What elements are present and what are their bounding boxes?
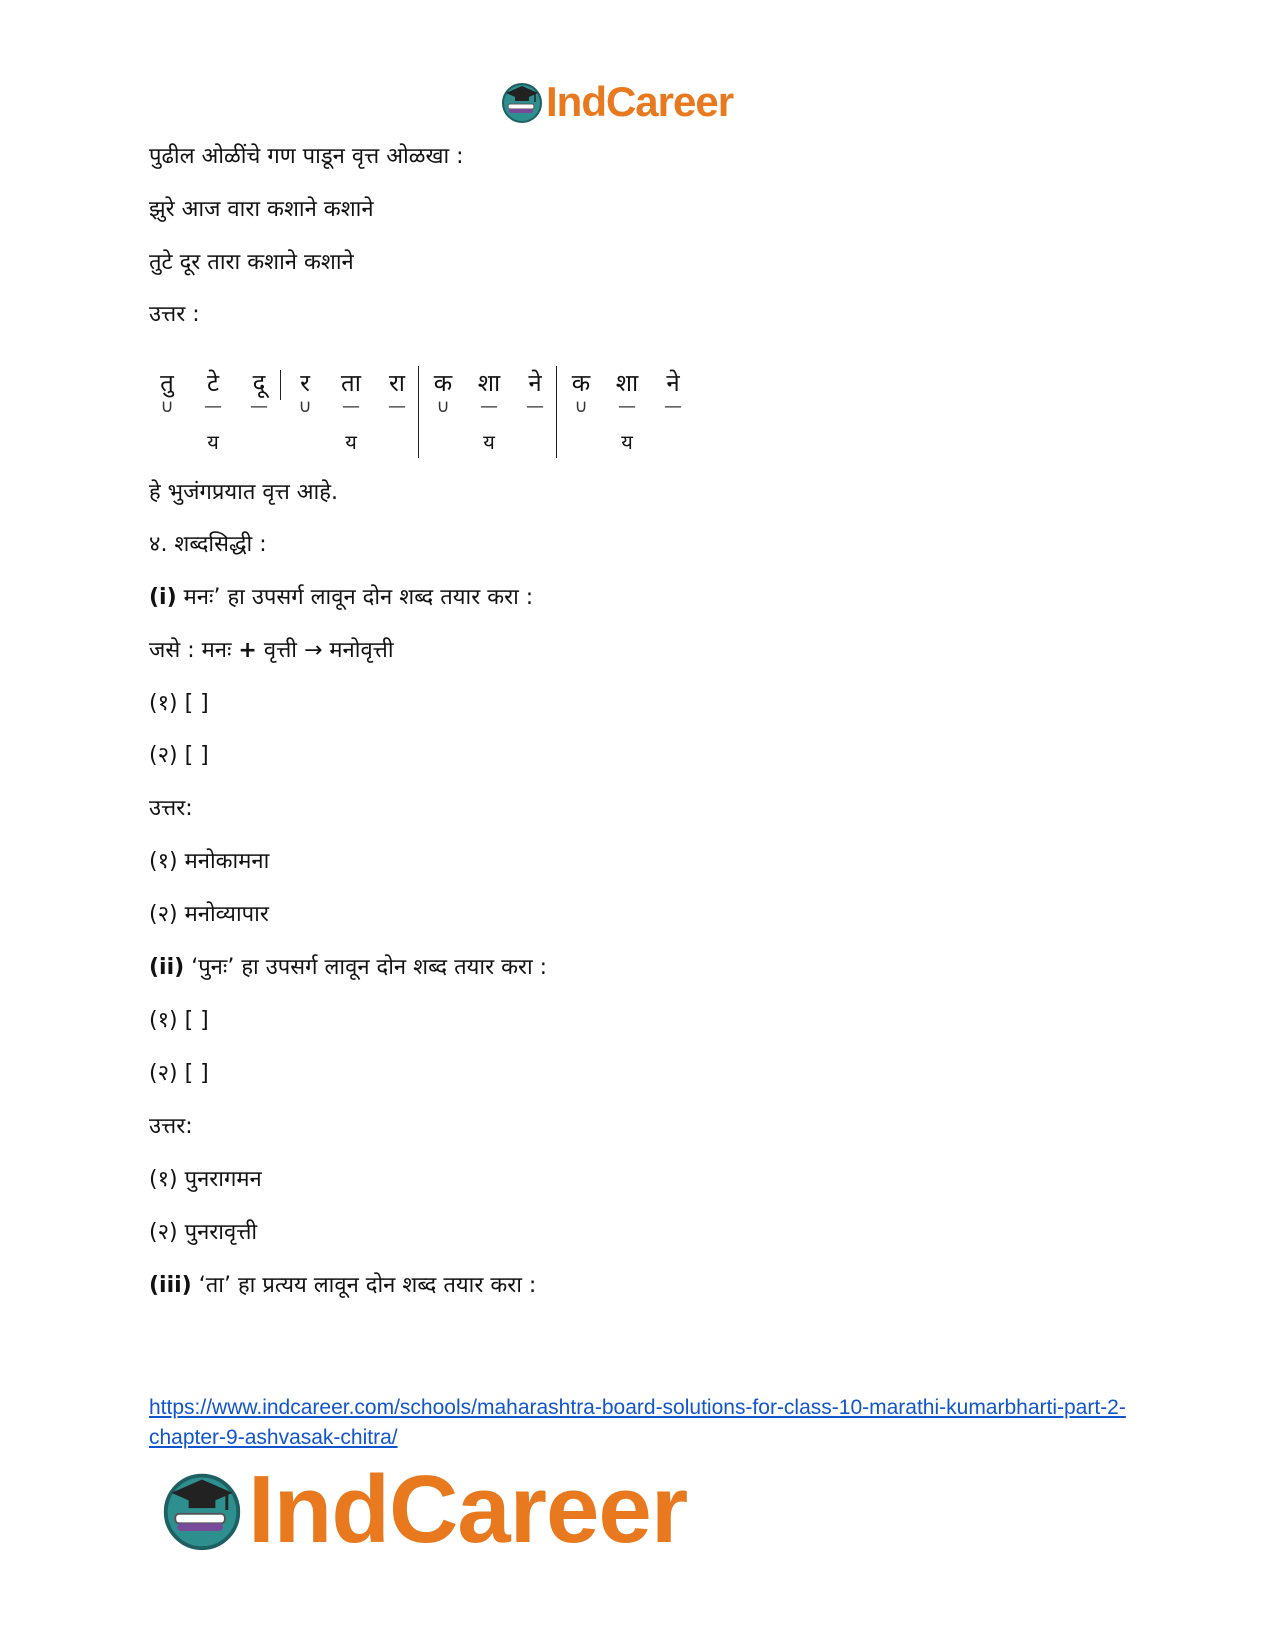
top-logo: [500, 78, 733, 126]
meter-mark: —: [664, 396, 682, 417]
syllable: ने: [528, 369, 542, 397]
graduation-cap-book-globe-icon: [500, 80, 544, 124]
syllable: क: [433, 369, 453, 397]
meter-mark: —: [342, 396, 360, 417]
question-text: ‘पुनः’ हा उपसर्ग लावून दोन शब्द तयार करा :: [184, 955, 548, 980]
foot-separator: [280, 370, 281, 400]
answer-item: (२) मनोव्यापार: [149, 902, 269, 927]
question-text: मनः’ हा उपसर्ग लावून दोन शब्द तयार करा :: [176, 585, 534, 610]
syllable: दू: [252, 369, 266, 397]
syllable: ने: [666, 369, 680, 397]
syllable: ता: [341, 369, 361, 397]
meter-mark: —: [618, 396, 636, 417]
brand-name: IndCareer: [248, 1456, 688, 1563]
meter-mark: —: [250, 396, 268, 417]
gana-label: य: [345, 430, 357, 454]
question-i: [149, 583, 533, 613]
question-number: (i): [149, 585, 177, 610]
syllable: टे: [206, 369, 220, 397]
syllable: शा: [615, 369, 639, 397]
meter-mark: —: [388, 396, 406, 417]
example-text: वृत्ती → मनोवृत्ती: [256, 638, 394, 663]
answer-item: (१) मनोकामना: [149, 849, 270, 874]
gana-label: य: [483, 430, 495, 454]
syllable: क: [571, 369, 591, 397]
meter-mark: ∪: [160, 396, 174, 417]
poem-line-2: तुटे दूर तारा कशाने कशाने: [149, 250, 354, 275]
question-text: ‘ता’ हा प्रत्यय लावून दोन शब्द तयार करा :: [191, 1273, 537, 1298]
gana-label: य: [207, 430, 219, 454]
blank-item: (१) [ ]: [149, 1008, 209, 1033]
source-link[interactable]: https://www.indcareer.com/schools/maharashtra-board-solutions-for-class-10-marathi-kumarbharti-part-2-chapter-9-ashvasak-chitra/: [149, 1396, 1126, 1449]
syllable: र: [300, 369, 310, 397]
question-number: (ii): [149, 955, 185, 980]
question-number: (iii): [149, 1273, 192, 1298]
blank-item: (२) [ ]: [149, 743, 209, 768]
meter-answer: हे भुजंगप्रयात वृत्त आहे.: [149, 480, 338, 505]
poem-line-1: झुरे आज वारा कशाने कशाने: [149, 197, 374, 222]
meter-mark: —: [204, 396, 222, 417]
foot-separator: [556, 366, 557, 458]
answer-item: (१) पुनरागमन: [149, 1167, 262, 1192]
question-ii: [149, 953, 547, 983]
answer-item: (२) पुनरावृत्ती: [149, 1220, 258, 1245]
blank-item: (१) [ ]: [149, 691, 209, 716]
graduation-cap-book-globe-icon: [160, 1468, 244, 1552]
bottom-logo: [160, 1456, 688, 1563]
syllable: रा: [388, 369, 406, 397]
blank-item: (२) [ ]: [149, 1061, 209, 1086]
foot-separator: [418, 366, 419, 458]
scansion-figure: [152, 369, 712, 468]
plus-sign: +: [238, 638, 257, 663]
meter-mark: —: [480, 396, 498, 417]
syllable: शा: [477, 369, 501, 397]
meter-mark: ∪: [436, 396, 450, 417]
brand-name: IndCareer: [546, 78, 734, 125]
answer-label: उत्तर:: [149, 796, 193, 821]
example-text: जसे : मनः: [149, 638, 239, 663]
question-text: पुढील ओळींचे गण पाडून वृत्त ओळखा :: [149, 144, 464, 169]
meter-mark: —: [526, 396, 544, 417]
section-heading: ४. शब्दसिद्धी :: [149, 532, 267, 557]
meter-mark: ∪: [298, 396, 312, 417]
question-iii: [149, 1271, 536, 1301]
answer-label: उत्तर :: [149, 302, 200, 327]
example-line: [149, 636, 394, 666]
meter-mark: ∪: [574, 396, 588, 417]
syllable: तु: [160, 369, 174, 397]
answer-label: उत्तर:: [149, 1114, 193, 1139]
gana-label: य: [621, 430, 633, 454]
